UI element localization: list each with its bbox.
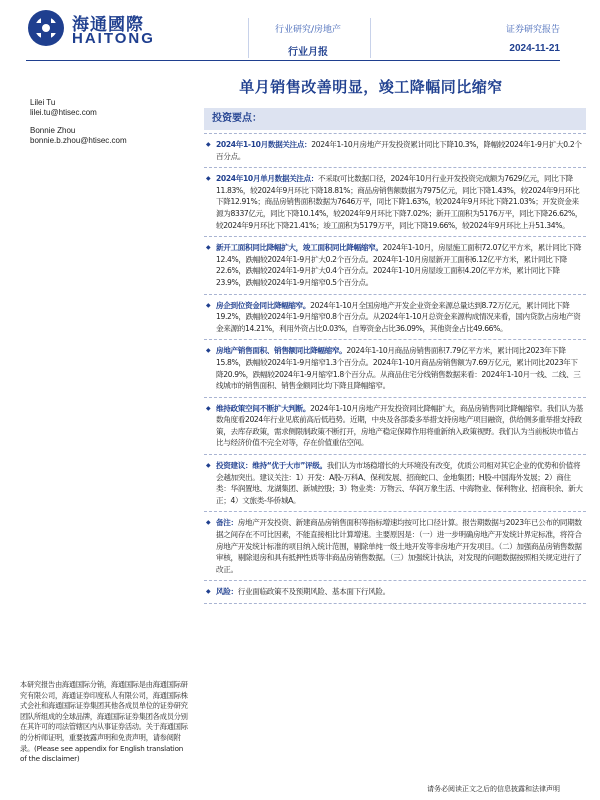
author-email[interactable]: bonnie.b.zhou@htisec.com: [30, 136, 127, 145]
key-point-text: 2024年1-10月全国房地产开发企业资金来源总量达到8.72万亿元，累计同比下降19.2%，跌幅较2024年1-9月缩窄0.8个百分点。从2024年1-10月总资金来源构成情况来看，国内贷款占房地产资金来源的14.21%，利用外资占比0.03%，自筹资金占比36.09%，其他资金占比49.66%。: [216, 300, 581, 333]
key-point: [204, 581, 586, 604]
key-point-lead: 房企到位资金同比降幅缩窄。: [216, 300, 311, 310]
key-point-lead: 投资建议：维持“优于大市”评级。: [216, 461, 327, 471]
section-title: 投资要点：: [204, 108, 586, 130]
key-point: [204, 455, 586, 512]
author-list: [30, 98, 190, 154]
key-point-text: 2024年1-10月，房屋施工面积72.07亿平方米，累计同比下降12.4%，跌幅较2024年1-9月扩大0.2个百分点。2024年1-10月房屋新开工面积6.12亿平方米，累计同比下降22.6%，跌幅较2024年1-9月扩大0.4个百分点。2024年1-10月房屋竣工面积4.20亿平方米，累计同比下降23.9%，跌幅较2024年1-9月缩窄0.5个百分点。: [216, 243, 582, 287]
header-rule: [26, 60, 560, 61]
key-points-list: [204, 133, 586, 604]
author: [30, 98, 190, 118]
key-point-text: 2024年1-10月房地产开发投资累计同比下降10.3%，降幅较2024年1-9月扩大0.2个百分点。: [216, 140, 582, 161]
author: [30, 126, 190, 146]
key-point-lead: 房地产销售面积、销售额同比降幅缩窄。: [216, 346, 347, 356]
key-point-text: 我们认为市场稳增长的大环境没有改变，优质公司相对其它企业的优势和价值将会越加突出。建议关注：1）开发：A股-万科A、保利发展、招商蛇口、金地集团；H股-中国海外发展；2）商住类：华润置地、龙湖集团、新城控股；3）物业类：万物云、华润万象生活、中海物业、保利物业、招商积余、新大正；4）文旅类-华侨城A。: [216, 461, 583, 505]
haitong-logo: [26, 8, 176, 50]
main-content: [204, 108, 586, 604]
report-title: 单月销售改善明显，竣工降幅同比缩窄: [239, 78, 503, 96]
key-point-text: 行业面临政策不及预期风险、基本面下行风险。: [237, 587, 390, 597]
header-divider: [248, 18, 249, 58]
logo-english-text: HAITONG: [72, 30, 155, 47]
header-divider: [370, 18, 371, 58]
key-point-lead: 风险：: [216, 587, 238, 597]
key-point-lead: 2024年10月单月数据关注点：: [216, 174, 319, 184]
key-point-text: 2024年1-10月房地产开发投资同比降幅扩大，商品房销售同比降幅缩窄。我们认为基数角度看2024年行业见底前高后低趋势。近期，中央及各部委多举措支持房地产项目融资，供给侧多重举措支持政策，去库存政策，需求侧限制政策不断打开，房地产稳定保障作用将重新纳入政策视野。我们认为当前板块市值占比与经济价值不完全对等，存在价值重估空间。: [216, 403, 583, 448]
author-email[interactable]: lilei.tu@htisec.com: [30, 108, 97, 117]
key-point: [204, 134, 586, 168]
key-point-lead: 新开工面积同比降幅扩大，竣工面积同比降幅缩窄。: [216, 243, 383, 253]
key-point: [204, 168, 586, 237]
key-point-lead: 备注：: [216, 518, 238, 528]
key-point-text: 房地产开发投资、新建商品房销售面积等指标增速均按可比口径计算。报告期数据与2023年已公布的同期数据之间存在不可比因素，不能直接相比计算增速。主要原因是：（一）进一步明确房地产开发统计界定标准，将符合房地产开发统计标准的项目纳入统计范围，剔除单纯一级土地开发等非房地产开发项目。（二）加强商品房销售数据审核，剔除退房和具有抵押性质等非商品房销售数据。（三）加强统计执法，对发现的问题数据按照相关规定进行了改正。: [216, 518, 582, 574]
report-sector: 行业研究/房地产: [274, 25, 342, 35]
key-point-text: 不采取可比数据口径，2024年10月行业开发投资完成额为7629亿元，同比下降11.83%，较2024年9月环比下降18.81%；商品房销售额数据为7975亿元，同比下降1.43%，较2024年9月环比下降12.91%；商品房销售面积数据为7646万平，同比下降1.63%，较2024年9月环比下降21.03%；开发资金来源为8337亿元，同比下降10.14%，较2024年9月环比下降7.02%；新开工面积为5176万平，同比下降26.62%，较2024年9月环比下降21.41%；竣工面积为5179万平，同比下降19.66%，较2024年9月环比上升51.34%。: [216, 174, 583, 230]
report-date: 2024-11-21: [509, 43, 560, 54]
disclaimer: 本研究报告由海通国际分销，海通国际是由海通国际研究有限公司，海通证券印度私人有限公司，海通国际株式会社和海通国际证券集团其他各成员单位的证券研究团队所组成的全球品牌，海通国际证券集团各成员分别在其许可的司法管辖区内从事证券活动。关于海通国际的分析师证明，重要披露声明和免责声明，请参阅附录。(Please see appendix for English translation of the disclaimer): [20, 680, 188, 764]
header-category: [254, 22, 362, 58]
key-point-text: 2024年1-10月商品房销售面积7.79亿平方米，累计同比2023年下降15.8%，跌幅较2024年1-9月缩窄1.3个百分点。2024年1-10月商品房销售额为7.69万亿元，累计同比2023年下降20.9%，跌幅较2024年1-9月缩窄1.8个百分点。从商品住宅分线销售数据来看：2024年1-10月一线、二线、三线城市的销售面积、销售金额同比均下降且降幅缩窄。: [216, 346, 581, 391]
key-point: [204, 340, 586, 397]
key-point: [204, 237, 586, 294]
author-name: Lilei Tu: [30, 98, 56, 107]
report-label: 证券研究报告: [505, 25, 560, 35]
logo-chinese-text: 海通國際: [72, 15, 144, 35]
page-footer: 请务必阅读正文之后的信息披露和法律声明: [427, 785, 560, 793]
key-point: [204, 398, 586, 455]
report-type: 行业月报: [288, 47, 328, 58]
header-meta: [506, 22, 560, 54]
haitong-emblem-icon: [26, 8, 66, 48]
author-name: Bonnie Zhou: [30, 126, 76, 135]
key-point: [204, 512, 586, 581]
key-point-lead: 维持政策空间不断扩大判断。: [216, 403, 311, 413]
key-point: [204, 295, 586, 341]
key-point-lead: 2024年1-10月数据关注点：: [216, 140, 312, 149]
